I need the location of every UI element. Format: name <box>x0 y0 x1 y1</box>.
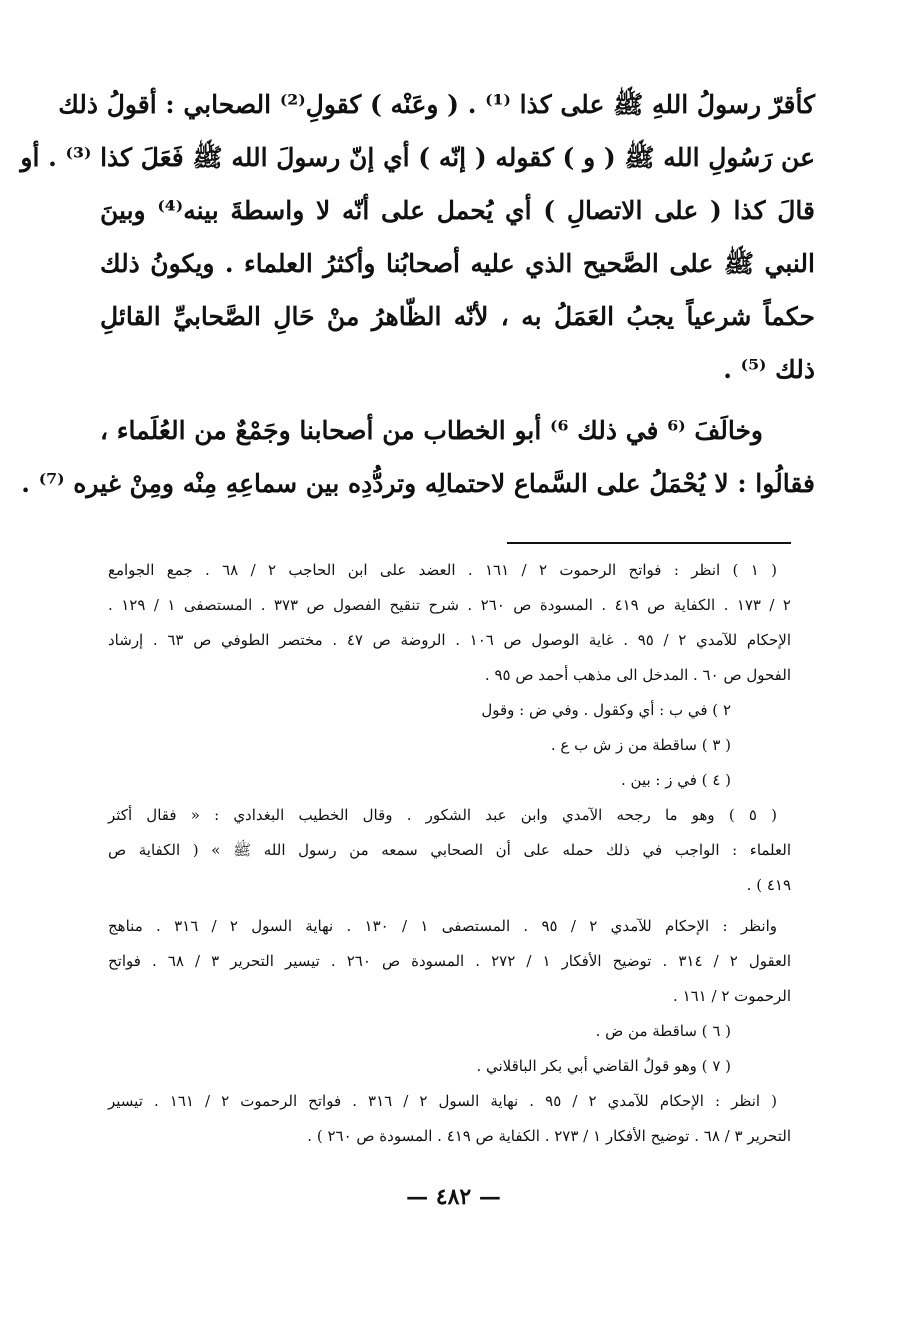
footnote-4: ( ٤ ) في ز : بين . <box>620 771 731 789</box>
footnote-separator <box>507 542 791 544</box>
footnote-5-references <box>108 909 791 1014</box>
footnote-line: ( انظر : الإحكام للآمدي ٢ / ٩٥ . نهاية السول ٢ / ٣١٦ . فواتح الرحموت ٢ / ١٦١ . تيسير <box>108 1092 777 1110</box>
footnote-1 <box>108 553 791 693</box>
footnote-line: الرحموت ٢ / ١٦١ . <box>673 987 791 1005</box>
paragraph <box>20 78 815 396</box>
footnote-line: ٤١٩ ) . <box>746 876 791 894</box>
footnote-line: ( ٥ ) وهو ما رجحه الآمدي وابن عبد الشكور . وقال الخطيب البغدادي : « فقال أكثر <box>108 806 777 824</box>
footnote-7-references <box>108 1084 791 1154</box>
text-line: فقالُوا : لا يُحْمَلُ على السَّماع لاحتمالِه وتردُّدِه بين سماعِهِ مِنْه ومِنْ غيره ⁽⁷⁾ . <box>21 469 815 498</box>
footnote-3: ( ٣ ) ساقطة من ز ش ب ع . <box>550 736 731 754</box>
footnote-7: ( ٧ ) وهو قولُ القاضي أبي بكر الباقلاني . <box>476 1057 731 1075</box>
text-line: ذلك ⁽⁵⁾ . <box>723 355 815 384</box>
paragraph <box>21 404 815 510</box>
footnote-line: العقول ٢ / ٣١٤ . توضيح الأفكار ١ / ٢٧٢ . المسودة ص ٢٦٠ . تيسير التحرير ٣ / ٦٨ . فواتح <box>108 952 792 970</box>
text-line: كأقرّ رسولُ اللهِ ﷺ على كذا ⁽¹⁾ . ( وعَنْه ) كقولِ⁽²⁾ الصحابي : أقولُ ذلك <box>58 90 815 119</box>
page-number: — ٤٨٢ — <box>406 1184 501 1210</box>
main-body-text <box>20 78 815 510</box>
footnote-line: الفحول ص ٦٠ . المدخل الى مذهب أحمد ص ٩٥ . <box>484 666 791 684</box>
text-line: قالَ كذا ( على الاتصالِ ) أي يُحمل على أنّه لا واسطةَ بينه⁽⁴⁾ وبينَ <box>100 196 815 225</box>
footnote-line: التحرير ٣ / ٦٨ . توضيح الأفكار ١ / ٢٧٣ . الكفاية ص ٤١٩ . المسودة ص ٢٦٠ ) . <box>307 1127 791 1145</box>
text-line: وخالَفَ ⁽⁶ في ذلك ⁶⁾ أبو الخطاب من أصحابنا وجَمْعٌ من العُلَماء ، <box>100 416 764 445</box>
text-line: حكماً شرعياً يجبُ العَمَلُ به ، لأنّه الظّاهرُ منْ حَالِ الصَّحابيِّ القائلِ <box>100 302 815 331</box>
footnote-6: ( ٦ ) ساقطة من ض . <box>595 1022 731 1040</box>
footnote-line: العلماء : الواجب في ذلك حمله على أن الصحابي سمعه من رسول الله ﷺ » ( الكفاية ص <box>108 841 791 859</box>
text-line: عن رَسُولِ الله ﷺ ( و ) كقوله ( إنّه ) أي إنّ رسولَ الله ﷺ فَعَلَ كذا ⁽³⁾ . أو <box>20 143 815 172</box>
text-line: النبي ﷺ على الصَّحيح الذي عليه أصحابُنا وأكثرُ العلماء . ويكونُ ذلك <box>100 249 815 278</box>
footnote-line: وانظر : الإحكام للآمدي ٢ / ٩٥ . المستصفى ١ / ١٣٠ . نهاية السول ٢ / ٣١٦ . مناهج <box>108 917 777 935</box>
footnotes <box>108 553 791 1154</box>
footnote-line: الإحكام للآمدي ٢ / ٩٥ . غاية الوصول ص ١٠٦ . الروضة ص ٤٧ . مختصر الطوفي ص ٦٣ . إرشاد <box>108 631 791 649</box>
footnote-5 <box>108 798 791 903</box>
footnote-line: ٢ / ١٧٣ . الكفاية ص ٤١٩ . المسودة ص ٢٦٠ . شرح تنقيح الفصول ص ٣٧٣ . المستصفى ١ / ١٢٩ . <box>108 596 791 614</box>
footnote-2: ٢ ) في ب : أي وكقول . وفي ض : وقول <box>481 701 731 719</box>
footnote-line: ( ١ ) انظر : فواتح الرحموت ٢ / ١٦١ . العضد على ابن الحاجب ٢ / ٦٨ . جمع الجوامع <box>108 561 778 579</box>
